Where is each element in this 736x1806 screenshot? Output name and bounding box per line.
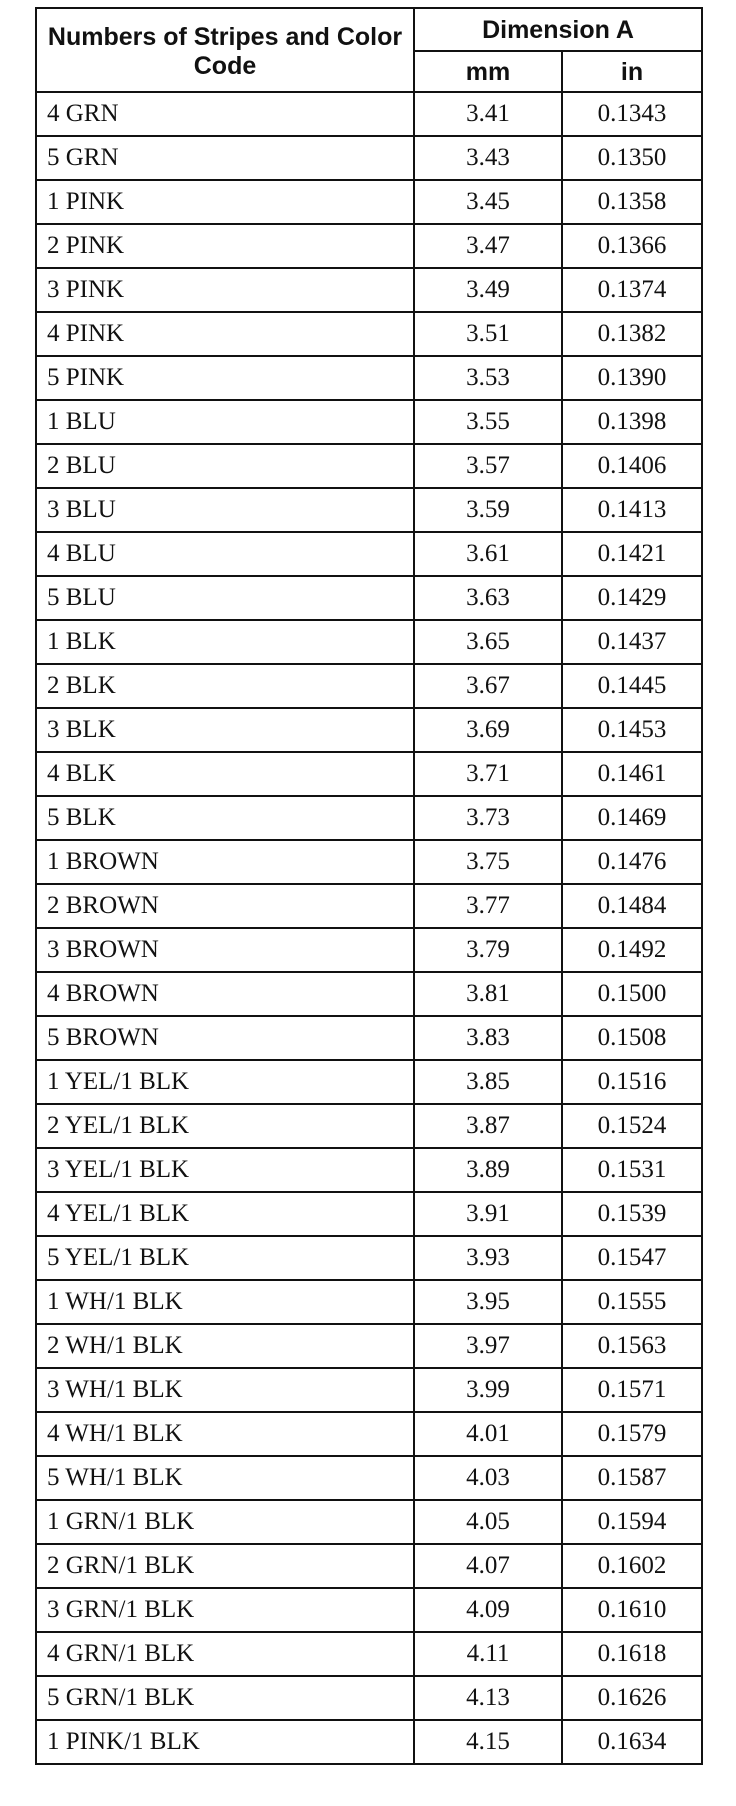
table-row bbox=[36, 488, 702, 532]
mm-value-cell: 3.85 bbox=[414, 1060, 562, 1104]
color-code-cell: 3 BROWN bbox=[36, 928, 414, 972]
table-row bbox=[36, 1720, 702, 1764]
in-value-cell: 0.1492 bbox=[562, 928, 702, 972]
mm-value-cell: 3.89 bbox=[414, 1148, 562, 1192]
table-row bbox=[36, 576, 702, 620]
table-row bbox=[36, 1280, 702, 1324]
color-code-cell: 3 BLK bbox=[36, 708, 414, 752]
table-row bbox=[36, 1368, 702, 1412]
in-value-cell: 0.1500 bbox=[562, 972, 702, 1016]
color-code-cell: 2 BLK bbox=[36, 664, 414, 708]
table-row bbox=[36, 752, 702, 796]
in-value-cell: 0.1579 bbox=[562, 1412, 702, 1456]
mm-value-cell: 4.11 bbox=[414, 1632, 562, 1676]
mm-value-cell: 4.09 bbox=[414, 1588, 562, 1632]
table-row bbox=[36, 92, 702, 136]
table-row bbox=[36, 1324, 702, 1368]
mm-value-cell: 3.93 bbox=[414, 1236, 562, 1280]
in-value-cell: 0.1563 bbox=[562, 1324, 702, 1368]
color-code-cell: 5 GRN/1 BLK bbox=[36, 1676, 414, 1720]
in-value-cell: 0.1484 bbox=[562, 884, 702, 928]
mm-value-cell: 3.71 bbox=[414, 752, 562, 796]
color-code-cell: 1 BROWN bbox=[36, 840, 414, 884]
table-row bbox=[36, 1192, 702, 1236]
in-value-cell: 0.1350 bbox=[562, 136, 702, 180]
in-value-cell: 0.1555 bbox=[562, 1280, 702, 1324]
in-value-cell: 0.1343 bbox=[562, 92, 702, 136]
in-value-cell: 0.1358 bbox=[562, 180, 702, 224]
color-code-cell: 5 WH/1 BLK bbox=[36, 1456, 414, 1500]
color-code-cell: 4 GRN bbox=[36, 92, 414, 136]
mm-value-cell: 3.83 bbox=[414, 1016, 562, 1060]
in-value-cell: 0.1618 bbox=[562, 1632, 702, 1676]
table-row bbox=[36, 928, 702, 972]
table-row bbox=[36, 708, 702, 752]
in-value-cell: 0.1531 bbox=[562, 1148, 702, 1192]
header-row-top bbox=[36, 8, 702, 51]
mm-value-cell: 3.43 bbox=[414, 136, 562, 180]
in-value-cell: 0.1469 bbox=[562, 796, 702, 840]
in-value-cell: 0.1398 bbox=[562, 400, 702, 444]
in-value-cell: 0.1437 bbox=[562, 620, 702, 664]
color-code-cell: 2 BROWN bbox=[36, 884, 414, 928]
color-code-cell: 1 BLU bbox=[36, 400, 414, 444]
table-row bbox=[36, 1632, 702, 1676]
color-code-cell: 5 PINK bbox=[36, 356, 414, 400]
mm-value-cell: 4.15 bbox=[414, 1720, 562, 1764]
mm-value-cell: 3.79 bbox=[414, 928, 562, 972]
in-value-cell: 0.1445 bbox=[562, 664, 702, 708]
table-row bbox=[36, 444, 702, 488]
color-code-cell: 4 BROWN bbox=[36, 972, 414, 1016]
color-code-cell: 3 YEL/1 BLK bbox=[36, 1148, 414, 1192]
table-row bbox=[36, 1456, 702, 1500]
color-code-cell: 3 BLU bbox=[36, 488, 414, 532]
table-row bbox=[36, 1060, 702, 1104]
table-row bbox=[36, 1016, 702, 1060]
in-value-cell: 0.1429 bbox=[562, 576, 702, 620]
mm-value-cell: 3.91 bbox=[414, 1192, 562, 1236]
in-value-cell: 0.1476 bbox=[562, 840, 702, 884]
color-code-cell: 5 BLU bbox=[36, 576, 414, 620]
table-row bbox=[36, 1148, 702, 1192]
in-value-cell: 0.1461 bbox=[562, 752, 702, 796]
color-code-cell: 2 BLU bbox=[36, 444, 414, 488]
in-value-cell: 0.1524 bbox=[562, 1104, 702, 1148]
color-code-cell: 5 YEL/1 BLK bbox=[36, 1236, 414, 1280]
color-code-cell: 2 YEL/1 BLK bbox=[36, 1104, 414, 1148]
color-code-cell: 1 PINK bbox=[36, 180, 414, 224]
in-value-cell: 0.1626 bbox=[562, 1676, 702, 1720]
mm-value-cell: 3.57 bbox=[414, 444, 562, 488]
mm-value-cell: 4.05 bbox=[414, 1500, 562, 1544]
mm-value-cell: 3.75 bbox=[414, 840, 562, 884]
color-code-cell: 1 BLK bbox=[36, 620, 414, 664]
mm-value-cell: 4.13 bbox=[414, 1676, 562, 1720]
table-row bbox=[36, 224, 702, 268]
in-value-cell: 0.1516 bbox=[562, 1060, 702, 1104]
mm-value-cell: 4.03 bbox=[414, 1456, 562, 1500]
color-code-cell: 5 GRN bbox=[36, 136, 414, 180]
in-value-cell: 0.1587 bbox=[562, 1456, 702, 1500]
color-code-cell: 4 PINK bbox=[36, 312, 414, 356]
table-row bbox=[36, 1500, 702, 1544]
in-value-cell: 0.1539 bbox=[562, 1192, 702, 1236]
mm-value-cell: 3.97 bbox=[414, 1324, 562, 1368]
table-row bbox=[36, 356, 702, 400]
mm-value-cell: 4.01 bbox=[414, 1412, 562, 1456]
table-row bbox=[36, 136, 702, 180]
table-row bbox=[36, 840, 702, 884]
table-row bbox=[36, 1676, 702, 1720]
in-header: in bbox=[562, 51, 702, 92]
in-value-cell: 0.1547 bbox=[562, 1236, 702, 1280]
mm-value-cell: 3.55 bbox=[414, 400, 562, 444]
dimension-a-header: Dimension A bbox=[414, 8, 702, 51]
mm-value-cell: 3.65 bbox=[414, 620, 562, 664]
in-value-cell: 0.1390 bbox=[562, 356, 702, 400]
table-row bbox=[36, 1104, 702, 1148]
mm-value-cell: 4.07 bbox=[414, 1544, 562, 1588]
table-row bbox=[36, 400, 702, 444]
mm-value-cell: 3.53 bbox=[414, 356, 562, 400]
mm-value-cell: 3.87 bbox=[414, 1104, 562, 1148]
color-code-cell: 4 BLU bbox=[36, 532, 414, 576]
color-code-cell: 4 YEL/1 BLK bbox=[36, 1192, 414, 1236]
in-value-cell: 0.1594 bbox=[562, 1500, 702, 1544]
mm-value-cell: 3.51 bbox=[414, 312, 562, 356]
in-value-cell: 0.1413 bbox=[562, 488, 702, 532]
table-header bbox=[36, 8, 702, 92]
color-code-cell: 2 WH/1 BLK bbox=[36, 1324, 414, 1368]
table-row bbox=[36, 1544, 702, 1588]
table-row bbox=[36, 180, 702, 224]
in-value-cell: 0.1406 bbox=[562, 444, 702, 488]
color-code-cell: 4 WH/1 BLK bbox=[36, 1412, 414, 1456]
mm-value-cell: 3.45 bbox=[414, 180, 562, 224]
in-value-cell: 0.1610 bbox=[562, 1588, 702, 1632]
table-row bbox=[36, 1588, 702, 1632]
in-value-cell: 0.1366 bbox=[562, 224, 702, 268]
mm-value-cell: 3.81 bbox=[414, 972, 562, 1016]
mm-value-cell: 3.49 bbox=[414, 268, 562, 312]
color-code-cell: 4 BLK bbox=[36, 752, 414, 796]
in-value-cell: 0.1382 bbox=[562, 312, 702, 356]
in-value-cell: 0.1374 bbox=[562, 268, 702, 312]
color-code-cell: 3 GRN/1 BLK bbox=[36, 1588, 414, 1632]
color-code-cell: 4 GRN/1 BLK bbox=[36, 1632, 414, 1676]
table-row bbox=[36, 664, 702, 708]
table-body bbox=[36, 92, 702, 1764]
in-value-cell: 0.1421 bbox=[562, 532, 702, 576]
color-code-cell: 1 PINK/1 BLK bbox=[36, 1720, 414, 1764]
color-code-cell: 3 WH/1 BLK bbox=[36, 1368, 414, 1412]
mm-value-cell: 3.69 bbox=[414, 708, 562, 752]
table-row bbox=[36, 620, 702, 664]
mm-value-cell: 3.67 bbox=[414, 664, 562, 708]
table-row bbox=[36, 268, 702, 312]
color-code-cell: 3 PINK bbox=[36, 268, 414, 312]
mm-value-cell: 3.63 bbox=[414, 576, 562, 620]
color-code-cell: 1 WH/1 BLK bbox=[36, 1280, 414, 1324]
mm-value-cell: 3.61 bbox=[414, 532, 562, 576]
mm-value-cell: 3.95 bbox=[414, 1280, 562, 1324]
table-row bbox=[36, 1412, 702, 1456]
color-code-cell: 5 BLK bbox=[36, 796, 414, 840]
table-row bbox=[36, 884, 702, 928]
color-code-cell: 1 GRN/1 BLK bbox=[36, 1500, 414, 1544]
table-row bbox=[36, 972, 702, 1016]
mm-header: mm bbox=[414, 51, 562, 92]
mm-value-cell: 3.99 bbox=[414, 1368, 562, 1412]
color-code-cell: 5 BROWN bbox=[36, 1016, 414, 1060]
in-value-cell: 0.1571 bbox=[562, 1368, 702, 1412]
in-value-cell: 0.1634 bbox=[562, 1720, 702, 1764]
mm-value-cell: 3.77 bbox=[414, 884, 562, 928]
color-code-cell: 2 PINK bbox=[36, 224, 414, 268]
dimension-table bbox=[35, 7, 703, 1765]
color-code-cell: 2 GRN/1 BLK bbox=[36, 1544, 414, 1588]
table-row bbox=[36, 312, 702, 356]
table-row bbox=[36, 532, 702, 576]
mm-value-cell: 3.73 bbox=[414, 796, 562, 840]
color-code-cell: 1 YEL/1 BLK bbox=[36, 1060, 414, 1104]
in-value-cell: 0.1602 bbox=[562, 1544, 702, 1588]
mm-value-cell: 3.41 bbox=[414, 92, 562, 136]
table-row bbox=[36, 796, 702, 840]
mm-value-cell: 3.59 bbox=[414, 488, 562, 532]
in-value-cell: 0.1453 bbox=[562, 708, 702, 752]
in-value-cell: 0.1508 bbox=[562, 1016, 702, 1060]
color-code-header: Numbers of Stripes and Color Code bbox=[36, 8, 414, 92]
table-row bbox=[36, 1236, 702, 1280]
mm-value-cell: 3.47 bbox=[414, 224, 562, 268]
